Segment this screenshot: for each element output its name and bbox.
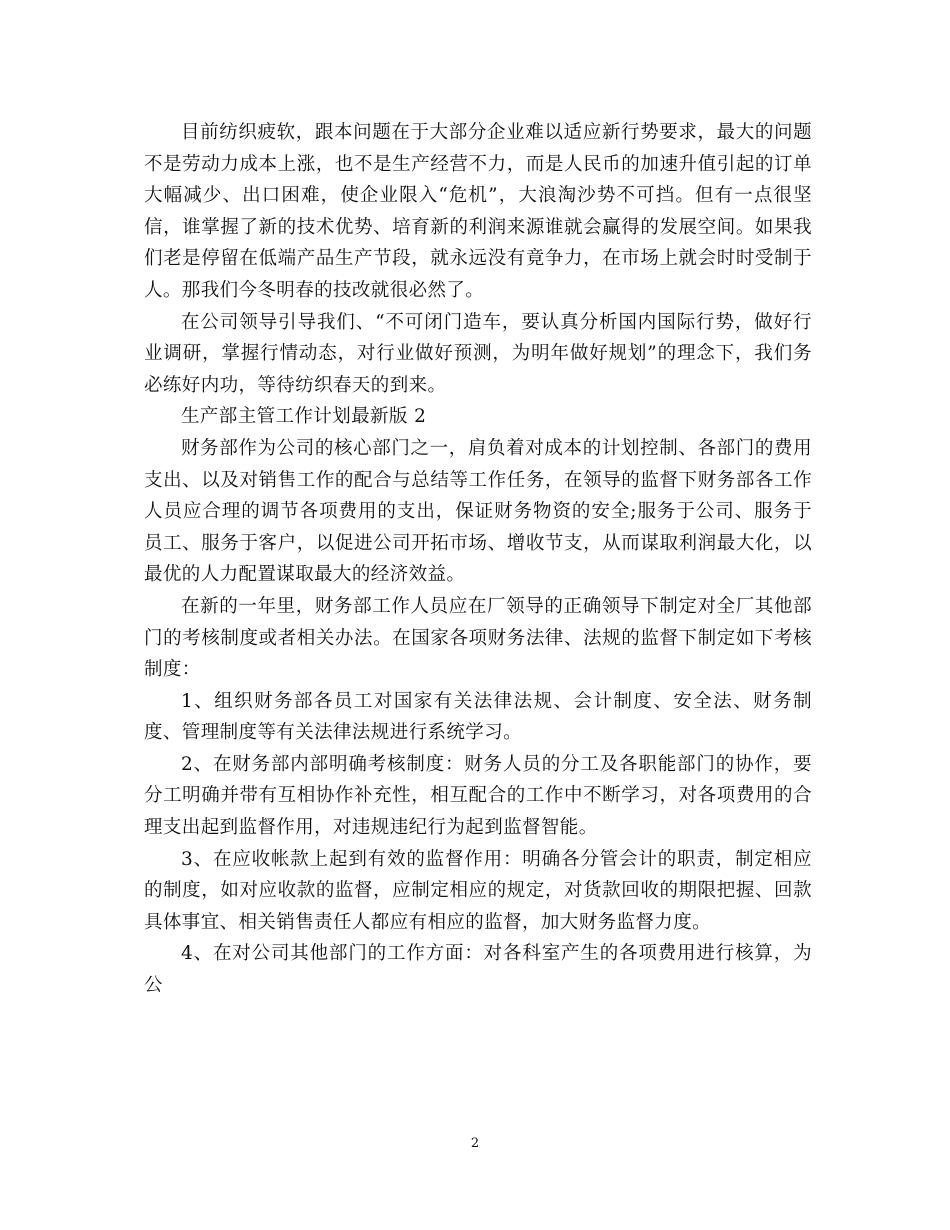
document-body bbox=[144, 117, 812, 1002]
paragraph-new-year-assessment: 在新的一年里，财务部工作人员应在厂领导的正确领导下制定对全厂其他部门的考核制度或者相关办法。在国家各项财务法律、法规的监督下制定如下考核制度： bbox=[144, 595, 812, 681]
paragraph-textile-downturn: 目前纺织疲软，跟本问题在于大部分企业难以适应新行势要求，最大的问题不是劳动力成本上涨，也不是生产经营不力，而是人民币的加速升值引起的订单大幅减少、出口困难，使企业限入“危机”，大浪淘沙势不可挡。但有一点很坚信，谁掌握了新的技术优势、培育新的利润来源谁就会赢得的发展空间。如果我们老是停留在低端产品生产节段，就永远没有竟争力，在市场上就会时时受制于人。那我们今冬明春的技改就很必然了。 bbox=[144, 122, 812, 301]
list-item-1: 1、组织财务部各员工对国家有关法律法规、会计制度、安全法、财务制度、管理制度等有关法律法规进行系统学习。 bbox=[144, 690, 812, 744]
list-item-2: 2、在财务部内部明确考核制度：财务人员的分工及各职能部门的协作，要分工明确并带有互相协作补充性，相互配合的工作中不断学习，对各项费用的合理支出起到监督作用，对违规违纪行为起到监督智能。 bbox=[144, 753, 812, 839]
list-item-3: 3、在应收帐款上起到有效的监督作用：明确各分管会计的职责，制定相应的制度，如对应收款的监督，应制定相应的规定，对货款回收的期限把握、回款具体事宜、相关销售责任人都应有相应的监督，加大财务监督力度。 bbox=[144, 848, 812, 933]
page-number: 2 bbox=[470, 1136, 480, 1151]
paragraph-leadership-guidance: 在公司领导引导我们、“不可闭门造车，要认真分析国内国际行势，做好行业调研，掌握行情动态，对行业做好预测，为明年做好规划”的理念下，我们务必练好内功，等待纺织春天的到来。 bbox=[144, 311, 812, 396]
list-item-4: 4、在对公司其他部门的工作方面：对各科室产生的各项费用进行核算，为公 bbox=[144, 943, 812, 997]
section-heading: 生产部主管工作计划最新版 2 bbox=[181, 406, 427, 428]
paragraph-finance-role: 财务部作为公司的核心部门之一，肩负着对成本的计划控制、各部门的费用支出、以及对销售工作的配合与总结等工作任务，在领导的监督下财务部各工作人员应合理的调节各项费用的支出，保证财务物资的安全;服务于公司、服务于员工、服务于客户，以促进公司开拓市场、增收节支，从而谋取利润最大化，以最优的人力配置谋取最大的经济效益。 bbox=[144, 437, 812, 586]
